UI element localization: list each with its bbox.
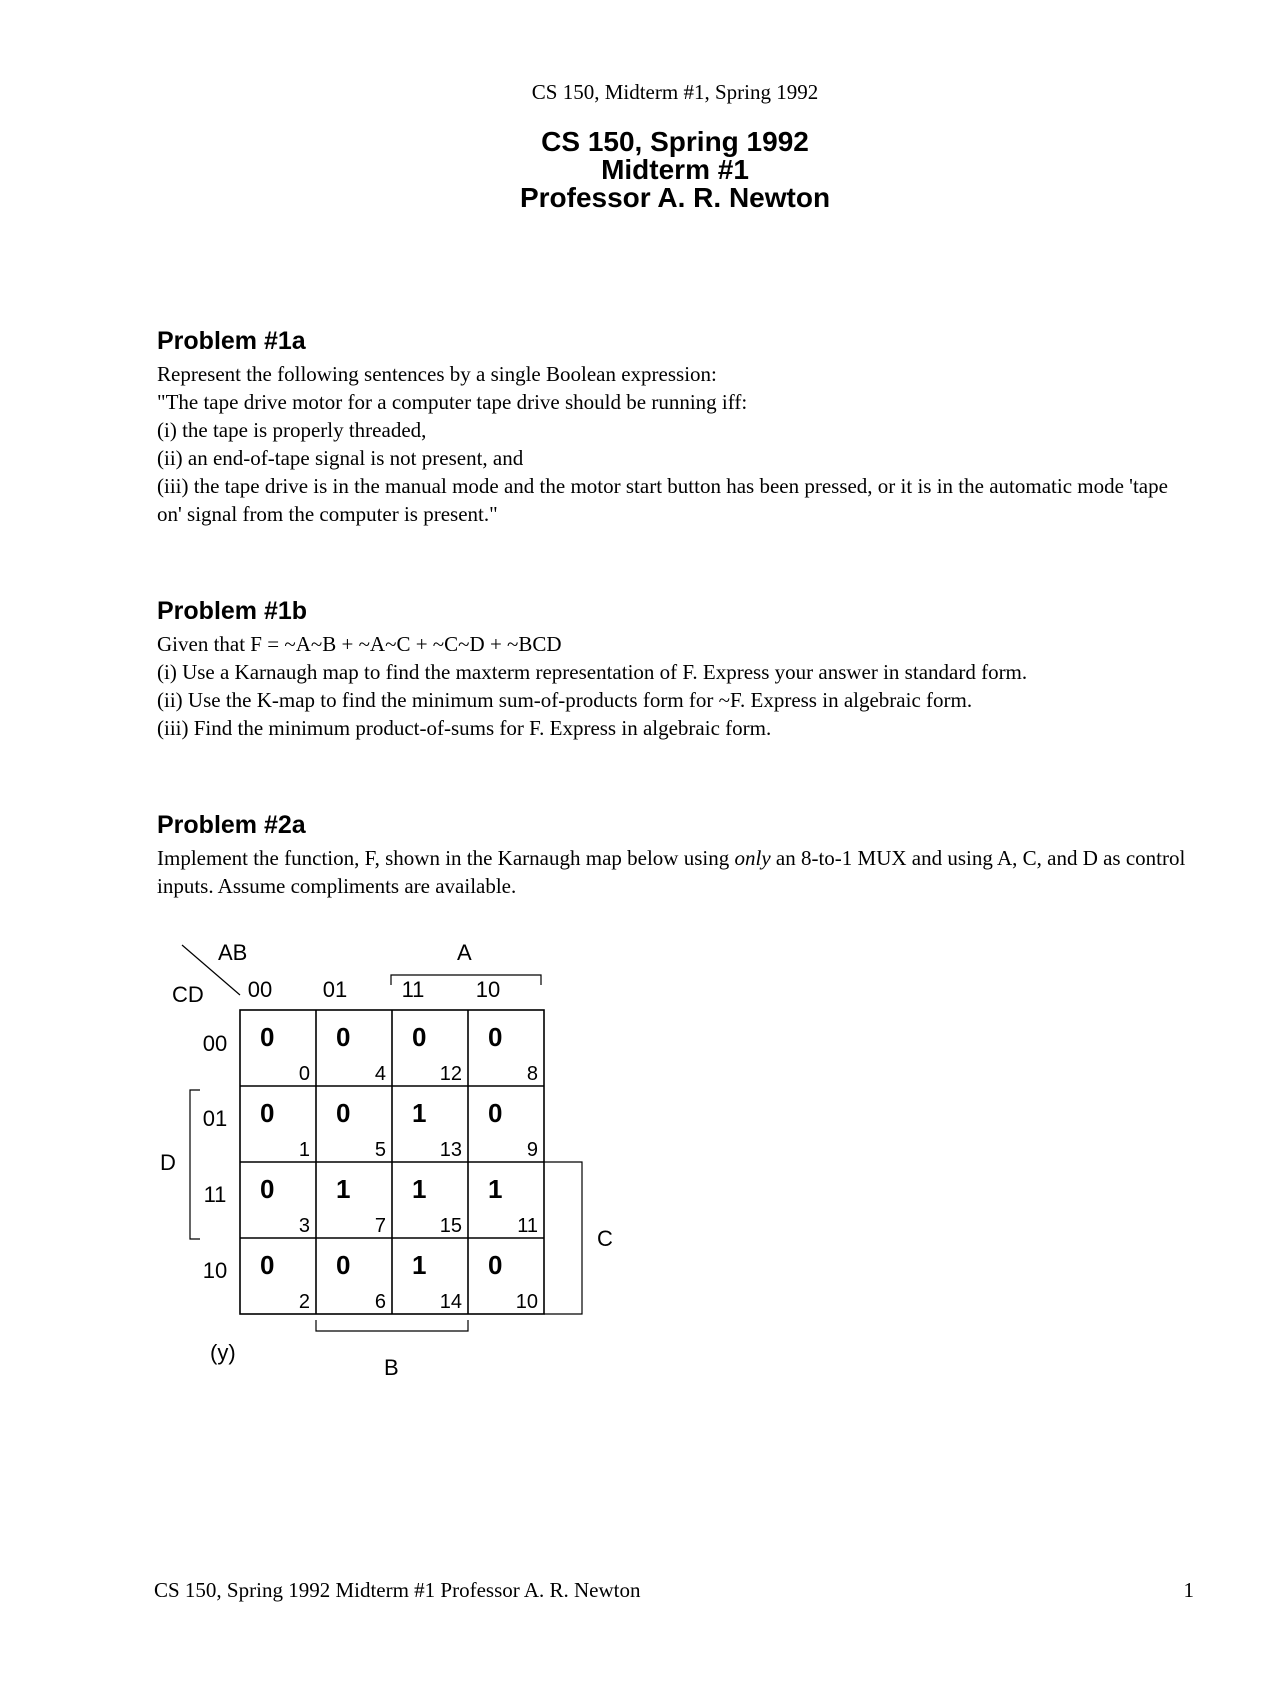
- title-course: CS 150, Spring 1992: [541, 126, 809, 157]
- kmap-cell-value: 1: [336, 1174, 351, 1204]
- kmap-cell-value: 0: [260, 1250, 275, 1280]
- kmap-cell-value: 1: [412, 1174, 427, 1204]
- page-footer: [154, 1578, 1194, 1603]
- kmap-var-b-bracket: [316, 1320, 468, 1331]
- kmap-cell-value: 0: [336, 1098, 351, 1128]
- problem-2a: [157, 810, 1197, 900]
- kmap-cell-index: 2: [298, 1291, 310, 1313]
- kmap-cell-index: 9: [526, 1139, 538, 1161]
- kmap-cell-index: 0: [298, 1063, 310, 1085]
- kmap-row-header: 10: [202, 1258, 228, 1283]
- kmap-row-header: 00: [202, 1031, 228, 1056]
- problem-2a-heading: Problem #2a: [157, 811, 306, 839]
- problem-2a-emphasis: only: [734, 846, 771, 870]
- problem-1b-body: [157, 630, 1197, 742]
- kmap-cell-value: 0: [336, 1250, 351, 1280]
- kmap-cell-index: 6: [374, 1291, 386, 1313]
- problem-1b-heading: Problem #1b: [157, 597, 308, 625]
- kmap-cell-index: 7: [374, 1215, 386, 1237]
- kmap-cell-index: 5: [374, 1139, 386, 1161]
- kmap-corner-top-label: AB: [218, 940, 248, 965]
- kmap-column-headers: [248, 977, 500, 1002]
- kmap-cell-value: 0: [488, 1022, 503, 1052]
- footer-text: CS 150, Spring 1992 Midterm #1 Professor A. R. Newton: [154, 1578, 641, 1602]
- kmap-var-a-label: A: [457, 940, 472, 965]
- problem-1b-line: Given that F = ~A~B + ~A~C + ~C~D + ~BCD: [157, 632, 562, 656]
- kmap-cell-value: 0: [260, 1098, 275, 1128]
- kmap-column-header: 11: [401, 977, 425, 1002]
- kmap-row-headers: [203, 1031, 227, 1283]
- kmap-cell-value: 0: [412, 1022, 427, 1052]
- kmap-cell-value: 0: [488, 1250, 503, 1280]
- kmap-cell-index: 12: [439, 1063, 462, 1085]
- running-header: CS 150, Midterm #1, Spring 1992: [531, 80, 819, 104]
- kmap-cell-index: 4: [374, 1063, 386, 1085]
- kmap-y-label: (y): [210, 1340, 236, 1365]
- kmap-cell-index: 15: [439, 1215, 462, 1237]
- title-exam: Midterm #1: [601, 154, 749, 185]
- kmap-cell-index: 10: [515, 1291, 538, 1313]
- kmap-cell-index: 8: [526, 1063, 538, 1085]
- problem-2a-body: [157, 844, 1197, 900]
- kmap-var-c-label: C: [597, 1226, 613, 1251]
- kmap-row-header: 11: [203, 1182, 227, 1207]
- title-block: [0, 128, 1280, 212]
- kmap-var-c-bracket: [544, 1162, 582, 1314]
- kmap-column-header: 00: [247, 977, 273, 1002]
- kmap-column-header: 10: [475, 977, 501, 1002]
- problem-1a-line: "The tape drive motor for a computer tape drive should be running iff:: [157, 390, 748, 414]
- problem-2a-text: Implement the function, F, shown in the Karnaugh map below using: [157, 846, 735, 870]
- page-number: 1: [1183, 1578, 1194, 1602]
- problem-1a-line: (i) the tape is properly threaded,: [157, 418, 427, 442]
- kmap-column-header: 01: [322, 977, 348, 1002]
- kmap-cell-index: 14: [439, 1291, 462, 1313]
- kmap-var-d-label: D: [160, 1150, 176, 1175]
- problem-1b-line: (iii) Find the minimum product-of-sums for F. Express in algebraic form.: [157, 716, 772, 740]
- title-professor: Professor A. R. Newton: [519, 182, 831, 213]
- problem-1b-line: (ii) Use the K-map to find the minimum sum-of-products form for ~F. Express in algebraic form.: [157, 688, 973, 712]
- kmap-cell-index: 11: [517, 1215, 538, 1237]
- problem-1a-heading: Problem #1a: [157, 327, 306, 355]
- kmap-cell-value: 0: [260, 1174, 275, 1204]
- problem-1a-line: (ii) an end-of-tape signal is not present, and: [157, 446, 524, 470]
- karnaugh-map-figure: [160, 935, 640, 1395]
- kmap-var-b-label: B: [384, 1355, 399, 1380]
- problem-1a-body: [157, 360, 1197, 528]
- problem-1b: [157, 596, 1197, 742]
- kmap-corner-left-label: CD: [172, 982, 204, 1007]
- kmap-cell-index: 3: [298, 1215, 310, 1237]
- kmap-cell-value: 1: [412, 1250, 427, 1280]
- kmap-cell-value: 0: [336, 1022, 351, 1052]
- problem-2a-text: an 8-to-1 MUX and using A, C, and D as control inputs. Assume compliments are available.: [157, 846, 1186, 898]
- problem-1b-line: (i) Use a Karnaugh map to find the maxterm representation of F. Express your answer in standard form.: [157, 660, 1028, 684]
- problem-1a-line: Represent the following sentences by a single Boolean expression:: [157, 362, 717, 386]
- kmap-cell-index: 1: [298, 1139, 310, 1161]
- problem-1a-line: (iii) the tape drive is in the manual mode and the motor start button has been pressed, or it is in the automatic mode 'tape on' signal from the computer is present.": [157, 474, 1168, 526]
- kmap-var-d-bracket: [190, 1090, 200, 1239]
- karnaugh-map: [160, 935, 640, 1395]
- kmap-row-header: 01: [202, 1106, 228, 1131]
- kmap-cell-index: 13: [439, 1139, 462, 1161]
- kmap-cell-value: 0: [488, 1098, 503, 1128]
- problem-1a: [157, 326, 1197, 528]
- kmap-cell-value: 1: [412, 1098, 427, 1128]
- kmap-cell-value: 0: [260, 1022, 275, 1052]
- kmap-cell-value: 1: [488, 1174, 503, 1204]
